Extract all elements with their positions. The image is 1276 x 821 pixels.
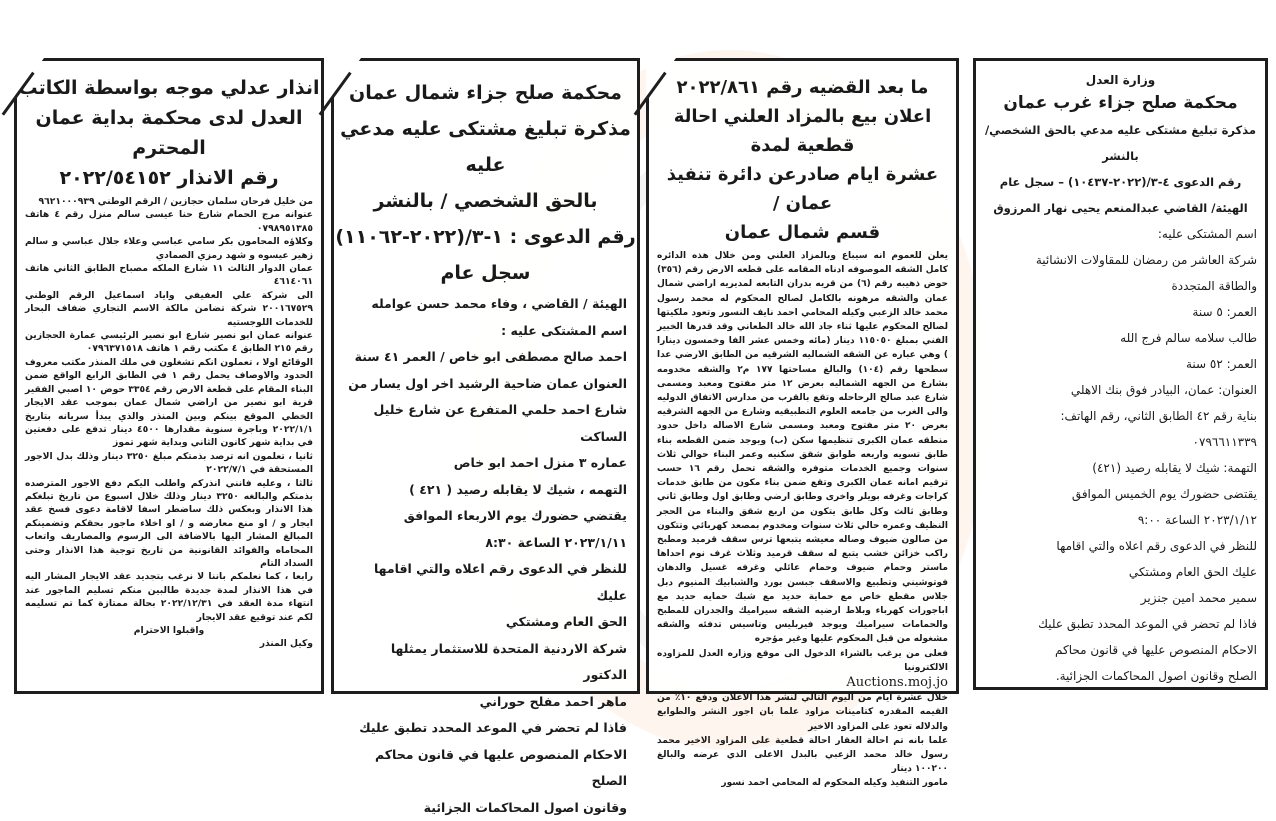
title-line: عشرة ايام صادرعن دائرة تنفيذ عمان / [649,160,956,218]
plaintiff-line: ماهر احمد مفلح حوراني [344,689,627,716]
signature: وكيل المنذر [25,637,313,650]
title-line: سجل عام [334,255,637,291]
warning-line: الاحكام المنصوص عليها في قانون محاكم الصلح [344,742,627,795]
case-number: رقم الدعوى ٤-٣/(٢٠٢٢-١٠٤٣٧) – سجل عام [976,169,1265,195]
facts-first: الوقائع اولا ، تعملون انكم تشغلون في ملك المنذر مكتب معروف الحدود والاوصاف يحمل رقم ١ في الطابق الرابع الواقع ضمن البناء المقام على قطعة الارض رقم ٣٣٥٤ حوض ١٠ اصبي الفقير قرية ابو نصير من اراضي شمال عمان بموجب عقد الايجار الخطي الموقع بينكم وبين المنذر والذي يبدأ سريانه بتاريخ ٢٠٢٢/١/١ وباجرة سنوية مقدارها ٤٥٠٠ دينار تدفع على دفعتين في بداية شهر كانون الثاني وبداية شهر تموز [25,356,313,450]
age-line: العمر: ٥٢ سنة [984,351,1257,377]
court-name: محكمة صلح جزاء غرب عمان [976,89,1265,117]
lawyers-paragraph: وكلاؤه المحامون بكر سامي عباسي وعلاء جلال عباسي و سالم زهير عيسوه و شهد رمزي الصمادي [25,235,313,262]
title-line: مذكرة تبليغ مشتكى عليه مدعي عليه [334,111,637,183]
legal-notice-ad [14,58,324,694]
auction-title [649,73,956,247]
hearing-line: يقتضى حضورك يوم الخميس الموافق [984,481,1257,507]
judge-line: الهيئة / القاضي ، وفاء محمد حسن عوامله [344,291,627,318]
notice-type: مذكرة تبليغ مشتكى عليه مدعي بالحق الشخصي/ بالنشر [976,117,1265,169]
sender-address: عنوانه مرج الحمام شارع حنا عيسى سالم منزل رقم ٤ هاتف ٠٧٩٨٩٥١٣٨٥ [25,208,313,235]
legal-notice-body [17,193,321,651]
address-line: العنوان عمان ضاحية الرشيد اخر اول يسار من [344,371,627,398]
closing-line: واقبلوا الاحترام [25,624,313,637]
notice-number: رقم الانذار ٢٠٢٢/٥٤١٥٢ [17,163,321,193]
defendant-label: اسم المشتكى عليه: [984,221,1257,247]
title-line: قسم شمال عمان [649,218,956,247]
defendant-label: اسم المشتكى عليه : [344,318,627,345]
facts-second: ثانيا ، تعلمون انه ترصد بذمتكم مبلغ ٣٢٥٠ دينار وذلك بدل الاجور المستحقة في ٢٠٢٢/٧/١ [25,450,313,477]
signature: مامور التنفيذ وكيله المحكوم له المحامي احمد نسور [657,776,948,790]
facts-fourth: رابعا ، كما نعلمكم باننا لا نرغب بتجديد عقد الايجار المشار اليه في هذا الانذار لمدة جديدة طالبين منكم تسليم الماجور عند انتهاء مدة العقد في ٢٠٢٢/١٢/٣١ بحالة ممتازة كما تم تسليمه لكم عند توقيع عقد الايجار [25,570,313,624]
hearing-date: ٢٠٢٣/١/١٢ الساعة ٩:٠٠ [984,507,1257,533]
warning-line: وقانون اصول المحاكمات الجزائية [344,795,627,821]
auction-website-link[interactable]: Auctions.moj.jo [657,675,948,691]
ministry-name: وزارة العدل [976,71,1265,89]
title-line: العدل لدى محكمة بداية عمان المحترم [17,103,321,163]
final-bidder: علما بانه تم احالة العقار احالة قطعية على المزاود الاخير محمد رسول خالد محمد الزعبي بالبدل الاعلى الذي عرضه والبالغ ١٠٠٢٠٠ دينار [657,734,948,777]
north-court-title [334,75,637,291]
west-court-notice-ad [973,58,1268,690]
title-line: اعلان بيع بالمزاد العلني احالة قطعية لمدة [649,102,956,160]
legal-notice-title [17,73,321,193]
purchase-instructions: فعلى من يرغب بالشراء الدخول الى موقع وزاره العدل للمزاوده الالكترونيا [657,647,948,675]
warning-line: فاذا لم تحضر في الموعد المحدد تطبق عليك [984,611,1257,637]
defendant-company: شركة العاشر من رمضان للمقاولات الانشائية [984,247,1257,273]
deposit-terms: خلال عشرة ايام من اليوم التالي لنشر هذا الاعلان ودفع ١٠٪ من القيمه المقدره كتامينات مزاود علما بان اجور النشر والطوابع والدلاله تعود على المزاود الاخير [657,691,948,734]
address-line: العنوان: عمان، البيادر فوق بنك الاهلي [984,377,1257,403]
address-line: عماره ٣ منزل احمد ابو خاص [344,450,627,477]
recipient-paragraph: الى شركة علي العفيفي واياد اسماعيل الرقم الوطني ٢٠٠١٦٧٥٢٩ شركة تضامن مالكة الاسم التجاري ضفاف البحار للخدمات اللوجستيه [25,289,313,329]
body-line: الحق العام ومشتكي [344,609,627,636]
plaintiff-name: سمير محمد امين جنزير [984,585,1257,611]
recipient-address: عنوانه عمان ابو نصير شارع ابو نصير الرئيسي عمارة الحجازين رقم ٢١٥ الطابق ٤ مكتب رقم ١ هاتف ٠٧٩٦٣٧١٥١٨ [25,329,313,356]
title-line: بالحق الشخصي / بالنشر [334,183,637,219]
warning-line: الاحكام المنصوص عليها في قانون محاكم [984,637,1257,663]
west-court-body [976,221,1265,689]
hearing-date: ٢٠٢٣/١/١١ الساعة ٨:٣٠ [344,530,627,557]
title-line: محكمة صلح جزاء شمال عمان [334,75,637,111]
north-court-notice-ad [331,58,640,694]
auction-notice-ad [646,58,959,694]
warning-line: فاذا لم تحضر في الموعد المحدد تطبق عليك [344,715,627,742]
case-number: ما بعد القضيه رقم ٢٠٢٢/٨٦١ [649,73,956,102]
plaintiff-line: شركة الاردنية المتحدة للاستثمار يمثلها الدكتور [344,636,627,689]
defendant-name: طالب سلامه سالم فرج الله [984,325,1257,351]
age-line: العمر: ٥ سنة [984,299,1257,325]
charge-line: التهمة: شيك لا يقابله رصيد (٤٢١) [984,455,1257,481]
property-description: يعلن للعموم انه سيباع وبالمزاد العلني ومن خلال هذه الدائره كامل الشقه الموصوفه ادناه المقامه على قطعه الارض رقم (٣٥٦) حوض ذهيبه رقم (٦) من قريه بدران التابعه لمديريه اراضي شمال عمان والشقه مرهونه بالكامل لصالح المحكوم له محمد رسول محمد خالد الزعبي وكيله المحامي احمد نايف النسور وتعود ملكيتها لصالح المحكوم عليها ثناء جاد الله خالد الطعاني وقد قدرها الخبير الفني بمبلغ ١١٥٠٥٠ دينار (مائه وخمس عشر الفا وخمسون دينارا ) وهي عباره عن الشقه الشماليه الشرقيه من الطابق الارضي عدا سطحها رقم (١٠٤) والبالغ مساحتها ١٧٧ م٢ والشقه مخدومه بشارع من الجهه الشماليه بعرض ١٢ متر مفتوح ومعبد ومسمى شارع عبد صالح الرحاحله وتقع بالقرب من مدارس الاتفاق الدوليه والى الغرب من جامعه العلوم التطبيقيه وشارع من الجهه الشرقيه بعرض ٢٠ متر مفتوح ومعبد ومسمى شارع الاصاله داخل حدود منطقه عمان الكبرى تنظيمها سكن (ب) ويوجد ضمن القطعه بناء طابق تسويه واربعه طوابق شقق سكنيه وعمر البناء حوالي ثلاث سنوات وجميع الخدمات متوفره والشقه تحمل رقم ١٦ حسب ترقيم امانه عمان الكبرى وتقع ضمن بناء مكون من طابق خدمات كراجات وغرفه بويلر واخرى وطابق ارضي وطابق اول وطابق ثاني وطابق ثالث وكل طابق يتكون من اربع شقق والبناء من الحجر النظيف وعمره حالي ثلاث سنوات ومخدوم بمصعد كهربائي وتتكون من صالون ضيوف وصاله معيشه يتبعها ترس سقف قرميد ومطبخ راكب خزائن خشب يتبع له سقف قرميد وثلاث غرف نوم احداها ماستر وحمام ضيوف وحمام عائلي وغرفه غسيل والدهان فوتوشيني وتطبيع والاسقف جبسن بورد والشبابيك المنيوم دبل جلاس مقطع خاص مع حماية حديد مع شبك حمايه حديد مع اباجورات كهرباء وبلاط ارضيه الشقه سيراميك والجدران للمطبخ والحمامات سيراميك ويوجد فيربليس وتاسيس تدفئه والشقه مشغوله من قبل المحكوم عليها وغير مؤجره [657,249,948,647]
title-line: انذار عدلي موجه بواسطة الكاتب [17,73,321,103]
case-number: رقم الدعوى : ١-٣/(٢٠٢٢-١١٠٦٢) [334,219,637,255]
sender-paragraph: من خليل فرحان سلمان حجازين / الرقم الوطني ٩٦٢١٠٠٠٩٣٩ [25,195,313,208]
facts-third: ثالثا ، وعليه فانني انذركم واطلب اليكم دفع الاجور المترصده بذمتكم والبالغه ٣٢٥٠ دينار وذلك خلال اسبوع من تاريخ تبلغكم هذا الانذار وبعكس ذلك ساضطر اسفا لاقامة دعوى فسخ عقد ايجار و / او منع معارضه و / او اخلاء ماجور بحقكم وتضمينكم المبالغ المشار اليها بالاضافة الى الرسوم والمصاريف واتعاب المحاماه والفوائد القانونية من تاريخ توجية هذا الانذار وحتى السداد التام [25,477,313,571]
phone-number: ٠٧٩٦٦١١٣٣٩ [984,429,1257,455]
hearing-line: يقتضي حضورك يوم الاربعاء الموافق [344,503,627,530]
judge-line: الهيئة/ القاضي عبدالمنعم يحيى نهار المرزوق [976,195,1265,221]
body-line: للنظر في الدعوى رقم اعلاه والتي اقامها عليك [344,556,627,609]
body-line: للنظر في الدعوى رقم اعلاه والتي اقامها [984,533,1257,559]
body-line: عليك الحق العام ومشتكي [984,559,1257,585]
charge-line: التهمه ، شيك لا يقابله رصيد ( ٤٢١ ) [344,477,627,504]
auction-body [649,247,956,791]
address-line: بناية رقم ٤٢ الطابق الثاني، رقم الهاتف: [984,403,1257,429]
address-line: شارع احمد حلمي المتفرع عن شارع خليل الساكت [344,397,627,450]
north-court-body [334,291,637,821]
defendant-company: والطاقة المتجددة [984,273,1257,299]
warning-line: الصلح وقانون اصول المحاكمات الجزائية. [984,663,1257,689]
defendant-name: احمد صالح مصطفى ابو خاص / العمر ٤١ سنة [344,344,627,371]
lawyers-address: عمان الدوار الثالث ١١ شارع الملكه مصباح الطابق الثاني هاتف ٤٦١٤٠٦١ [25,262,313,289]
